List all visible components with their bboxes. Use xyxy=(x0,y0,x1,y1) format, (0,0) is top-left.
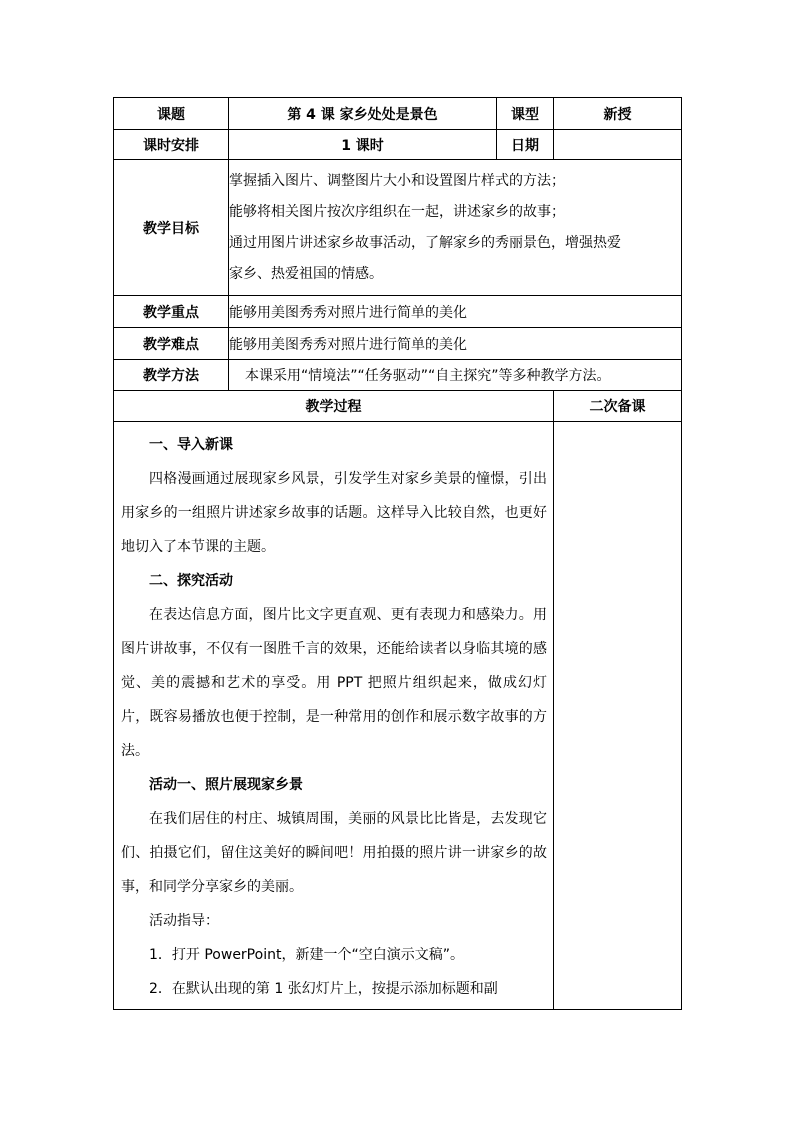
goals-label: 教学目标 xyxy=(114,160,229,296)
method-row xyxy=(114,360,682,391)
process-paragraph: 活动指导： xyxy=(149,913,219,929)
difficulty-row xyxy=(114,328,682,360)
process-heading: 活动一、照片展现家乡景 xyxy=(149,777,303,793)
goals-cell xyxy=(229,160,682,296)
key-point-label: 教学重点 xyxy=(114,296,229,328)
hours-value: 1 课时 xyxy=(229,130,497,160)
process-paragraph: 2．在默认出现的第 1 张幻灯片上，按提示添加标题和副 xyxy=(149,981,498,997)
goal-line: 通过用图片讲述家乡故事活动，了解家乡的秀丽景色，增强热爱 xyxy=(229,234,621,251)
lesson-label: 课题 xyxy=(114,98,229,130)
goal-line: 掌握插入图片、调整图片大小和设置图片样式的方法； xyxy=(229,172,565,189)
method-label: 教学方法 xyxy=(114,360,229,391)
process-heading: 一、导入新课 xyxy=(149,437,233,453)
title-row xyxy=(114,98,682,130)
hours-row xyxy=(114,130,682,160)
process-paragraph: 1．打开 PowerPoint，新建一个“空白演示文稿”。 xyxy=(149,947,464,963)
secondary-prep-label: 二次备课 xyxy=(554,391,682,422)
process-paragraph: 四格漫画通过展现家乡风景，引发学生对家乡美景的憧憬，引出用家乡的一组照片讲述家乡故事的话题。这样导入比较自然，也更好地切入了本节课的主题。 xyxy=(121,471,547,555)
secondary-prep-cell xyxy=(554,422,682,1010)
type-value: 新授 xyxy=(554,98,682,130)
process-paragraph: 在我们居住的村庄、城镇周围，美丽的风景比比皆是，去发现它们、拍摄它们，留住这美好的瞬间吧！用拍摄的照片讲一讲家乡的故事，和同学分享家乡的美丽。 xyxy=(121,811,547,895)
process-paragraph: 在表达信息方面，图片比文字更直观、更有表现力和感染力。用图片讲故事，不仅有一图胜千言的效果，还能给读者以身临其境的感觉、美的震撼和艺术的享受。用 PPT 把照片组织起来，做成幻灯片，既容易播放也便于控制，是一种常用的创作和展示数字故事的方法。 xyxy=(121,607,547,759)
lesson-plan-table xyxy=(113,97,682,1010)
date-label: 日期 xyxy=(497,130,554,160)
goal-line: 能够将相关图片按次序组织在一起，讲述家乡的故事； xyxy=(229,203,565,220)
difficulty-label: 教学难点 xyxy=(114,328,229,360)
process-label: 教学过程 xyxy=(114,391,554,422)
date-value xyxy=(554,130,682,160)
type-label: 课型 xyxy=(497,98,554,130)
goal-line: 家乡、热爱祖国的情感。 xyxy=(229,265,383,282)
process-body-row xyxy=(114,422,682,1010)
key-point-row xyxy=(114,296,682,328)
process-content xyxy=(114,422,554,1010)
method-value: 本课采用“情境法”“任务驱动”“自主探究”等多种教学方法。 xyxy=(229,360,682,391)
key-point-value: 能够用美图秀秀对照片进行简单的美化 xyxy=(229,296,682,328)
goals-row xyxy=(114,160,682,296)
difficulty-value: 能够用美图秀秀对照片进行简单的美化 xyxy=(229,328,682,360)
hours-label: 课时安排 xyxy=(114,130,229,160)
process-heading: 二、探究活动 xyxy=(149,573,233,589)
lesson-title: 第 4 课 家乡处处是景色 xyxy=(229,98,497,130)
process-header-row xyxy=(114,391,682,422)
